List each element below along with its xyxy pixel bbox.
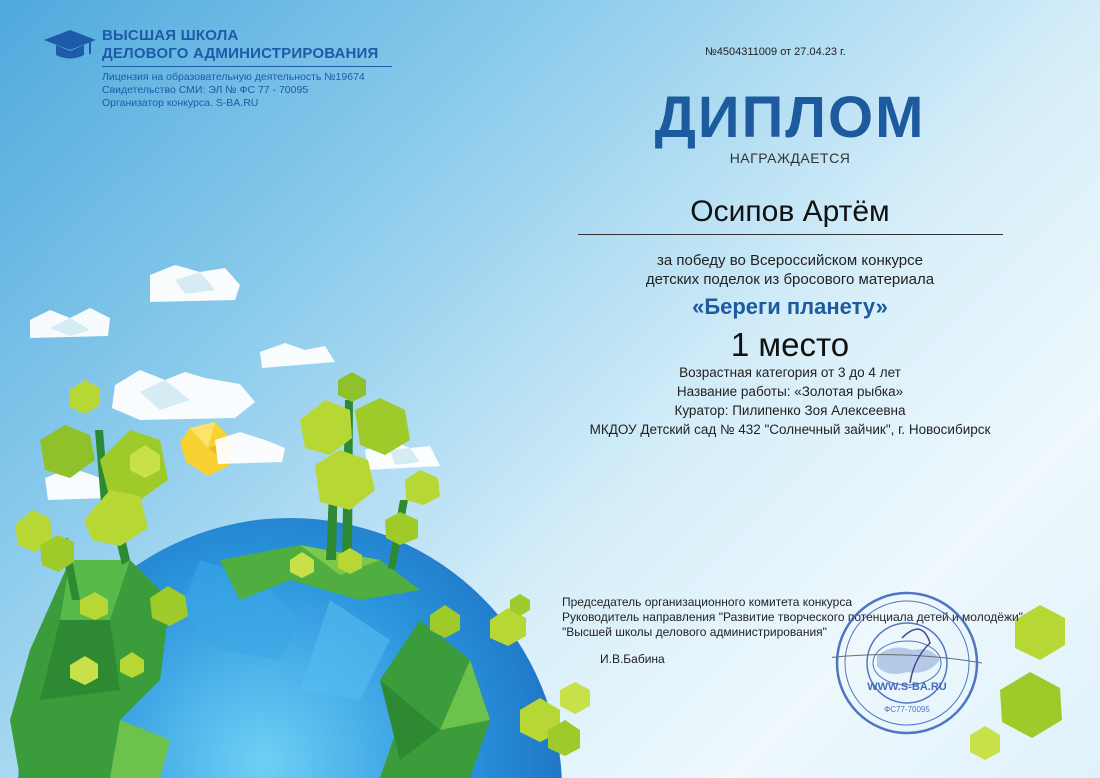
award-reason — [560, 251, 1020, 289]
institution: МКДОУ Детский сад № 432 "Солнечный зайчик", г. Новосибирск — [589, 422, 991, 437]
age-category: Возрастная категория от 3 до 4 лет — [679, 365, 901, 380]
earth-globe-icon — [10, 518, 562, 778]
diploma-title: ДИПЛОМ — [654, 85, 926, 150]
contest-title: «Береги планету» — [692, 294, 888, 319]
graduation-cap-icon — [44, 28, 96, 64]
media-cert-text: Свидетельство СМИ: ЭЛ № ФС 77 - 70095 — [102, 84, 309, 96]
signature-line2: Руководитель направления "Развитие творческого потенциала детей и молодёжи" — [562, 610, 1023, 624]
document-number: №4504311009 от 27.04.23 г. — [705, 46, 846, 58]
stamp-reg-text: ФС77-70095 — [884, 705, 930, 714]
signer-name: И.В.Бабина — [600, 652, 665, 666]
reason-line2: детских поделок из бросового материала — [645, 271, 935, 288]
place-text: 1 место — [730, 326, 850, 363]
signature-line1: Председатель организационного комитета конкурса — [562, 595, 852, 609]
signature-line3: "Высшей школы делового администрирования" — [562, 625, 827, 639]
org-name-line1: ВЫСШАЯ ШКОЛА — [102, 27, 239, 44]
license-info — [102, 71, 365, 110]
cloud-icon — [30, 265, 440, 500]
org-name-line2: ДЕЛОВОГО АДМИНИСТРИРОВАНИЯ — [102, 45, 379, 62]
logo-divider — [102, 66, 392, 67]
name-underline — [578, 234, 1003, 235]
recipient-name: Осипов Артём — [690, 195, 890, 228]
work-title: Название работы: «Золотая рыбка» — [676, 384, 904, 399]
stamp-center-text: WWW.S-BA.RU — [867, 681, 947, 693]
official-stamp-icon — [832, 588, 982, 738]
curator: Куратор: Пилипенко Зоя Алексеевна — [674, 403, 906, 418]
reason-line1: за победу во Всероссийском конкурсе — [657, 252, 923, 269]
participant-details — [540, 363, 1040, 439]
license-text: Лицензия на образовательную деятельность №19674 — [102, 71, 365, 83]
organizer-text: Организатор конкурса. S-BA.RU — [102, 97, 259, 109]
awarded-label: НАГРАЖДАЕТСЯ — [729, 150, 851, 166]
